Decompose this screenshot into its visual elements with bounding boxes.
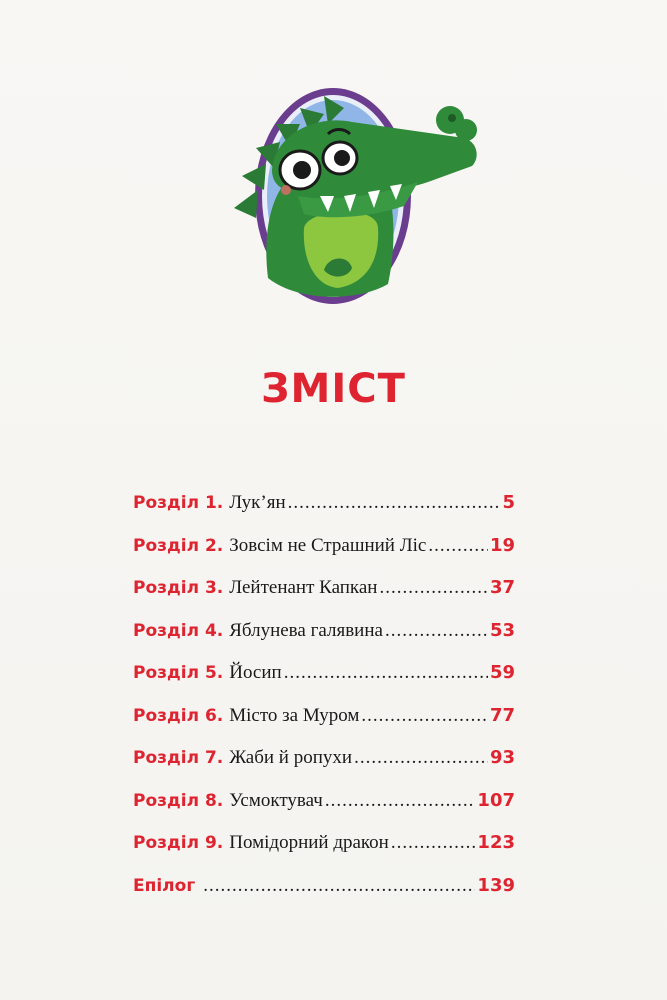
toc-item-chapter-9[interactable] — [133, 822, 515, 865]
dot-leader — [284, 652, 488, 695]
chapter-label: Розділ 2. — [133, 535, 224, 556]
toc-item-chapter-4[interactable] — [133, 610, 515, 653]
chapter-title: Лук’ян — [229, 492, 286, 513]
dot-leader — [288, 482, 501, 525]
chapter-label: Розділ 9. — [133, 833, 224, 853]
toc-list — [133, 482, 515, 907]
chapter-label: Епілог — [133, 875, 196, 896]
chapter-label: Розділ 1. — [133, 493, 224, 513]
chapter-title: Лейтенант Капкан — [229, 577, 378, 598]
chapter-label: Розділ 3. — [133, 578, 224, 598]
page-number: 93 — [489, 747, 515, 768]
chapter-label: Розділ 4. — [133, 620, 224, 641]
toc-item-epilogue[interactable] — [133, 865, 515, 908]
dot-leader — [325, 780, 476, 823]
chapter-label: Розділ 7. — [133, 748, 224, 768]
toc-item-chapter-2[interactable] — [133, 525, 515, 568]
dot-leader — [203, 865, 475, 908]
chapter-title: Яблунева галявина — [229, 619, 383, 641]
chapter-label: Розділ 8. — [133, 790, 224, 811]
page-number: 19 — [489, 534, 515, 556]
dot-leader — [428, 525, 488, 568]
page-number: 139 — [477, 874, 515, 896]
page-number: 107 — [477, 789, 515, 811]
page-number: 37 — [489, 577, 515, 598]
crocodile-portrait-icon — [228, 78, 482, 310]
page-number: 59 — [489, 662, 515, 683]
toc-item-chapter-8[interactable] — [133, 780, 515, 823]
chapter-title: Усмоктувач — [229, 789, 323, 811]
page-number: 123 — [477, 832, 515, 853]
chapter-title: Місто за Муром — [229, 704, 360, 726]
chapter-label: Розділ 6. — [133, 705, 224, 726]
toc-item-chapter-6[interactable] — [133, 695, 515, 738]
chapter-title: Жаби й ропухи — [229, 747, 353, 768]
toc-title: ЗМІСТ — [261, 366, 406, 412]
page-number: 77 — [489, 704, 515, 726]
toc-item-chapter-3[interactable] — [133, 567, 515, 610]
toc-item-chapter-5[interactable] — [133, 652, 515, 695]
dot-leader — [354, 737, 488, 780]
chapter-title: Помідорний дракон — [229, 832, 389, 853]
page-number: 5 — [502, 492, 515, 513]
chapter-label: Розділ 5. — [133, 663, 224, 683]
page-number: 53 — [489, 619, 515, 641]
toc-item-chapter-1[interactable] — [133, 482, 515, 525]
dot-leader — [361, 695, 488, 738]
chapter-title: Йосип — [229, 662, 282, 683]
dot-leader — [385, 610, 488, 653]
chapter-title: Зовсім не Страшний Ліс — [229, 534, 427, 556]
dot-leader — [391, 822, 476, 865]
toc-item-chapter-7[interactable] — [133, 737, 515, 780]
dot-leader — [379, 567, 487, 610]
